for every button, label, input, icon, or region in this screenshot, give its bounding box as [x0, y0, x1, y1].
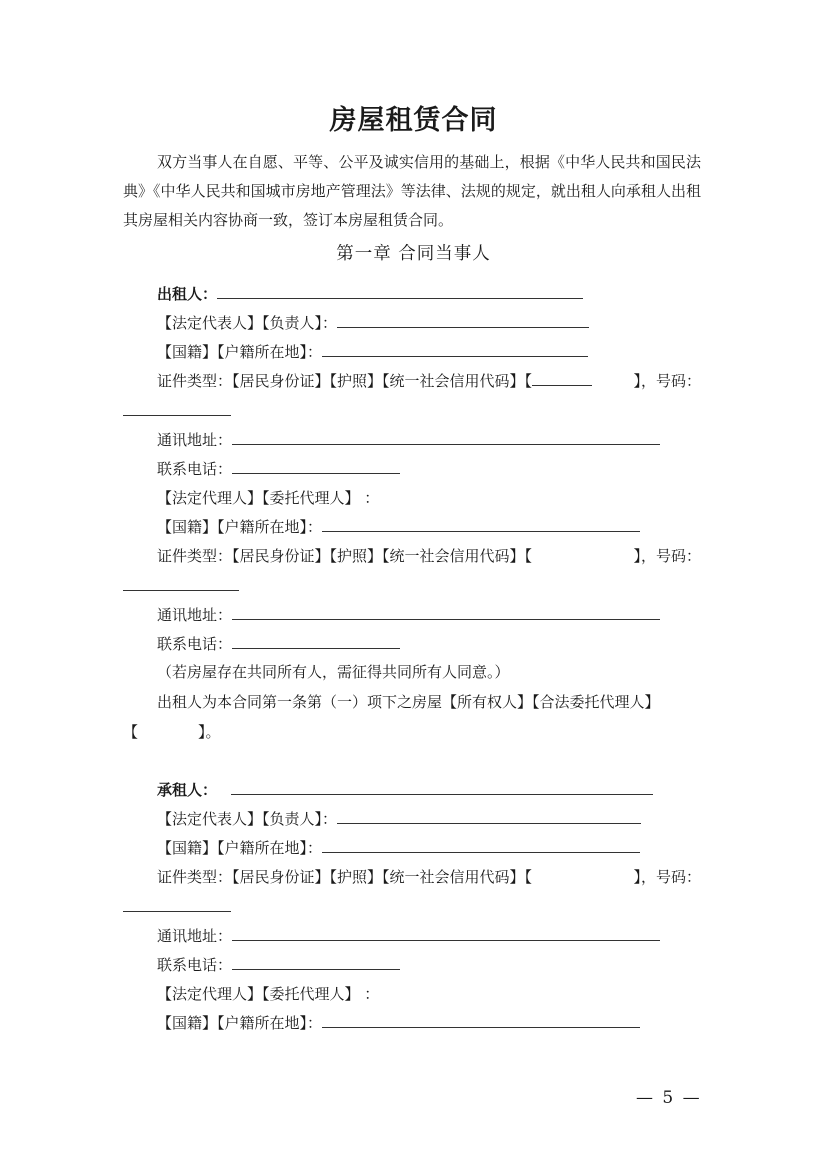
lessor-agent-nation-field[interactable]	[322, 517, 640, 532]
lessee-agent-nation-row	[157, 1013, 640, 1033]
lessor-agent-nation-row	[157, 517, 640, 537]
lessor-address-field[interactable]	[232, 430, 660, 445]
lessor-id-type-label: 证件类型：【居民身份证】【护照】【统一社会信用代码】【	[157, 372, 533, 390]
lessor-agent-id-number-row	[123, 576, 239, 596]
lessee-address-row	[157, 926, 660, 946]
lessor-agent-row	[157, 488, 379, 508]
lessor-nation-field[interactable]	[322, 342, 588, 357]
lessee-label: 承租人：	[157, 781, 218, 799]
lessor-agent-nation-label: 【国籍】【户籍所在地】：	[157, 518, 323, 536]
lessor-clause-line1: 出租人为本合同第一条第（一）项下之房屋【所有权人】【合法委托代理人】	[157, 693, 660, 711]
lessor-agent-id-row	[157, 546, 701, 566]
lessor-rep-label: 【法定代表人】【负责人】：	[157, 314, 338, 332]
lessor-id-other-field[interactable]	[532, 371, 592, 386]
lessor-agent-phone-label: 联系电话：	[157, 635, 233, 653]
lessee-agent-nation-label: 【国籍】【户籍所在地】：	[157, 1014, 323, 1032]
lessor-id-number-row	[123, 401, 231, 421]
lessee-rep-field[interactable]	[337, 809, 641, 824]
lessee-nation-label: 【国籍】【户籍所在地】：	[157, 839, 323, 857]
lessor-clause-line2	[123, 722, 221, 742]
coowner-note: （若房屋存在共同所有人，需征得共同所有人同意。）	[157, 663, 510, 681]
lessor-phone-field[interactable]	[232, 459, 400, 474]
lessee-agent-label: 【法定代理人】【委托代理人】 ：	[157, 985, 380, 1003]
lessor-agent-address-row	[157, 605, 660, 625]
lessor-row	[157, 284, 583, 304]
lessor-agent-id-close-label: 】，号码：	[633, 547, 701, 565]
lessor-id-close-label: 】，号码：	[633, 372, 701, 390]
lessor-rep-row	[157, 313, 589, 333]
lessor-name-field[interactable]	[217, 284, 583, 299]
lessor-agent-address-field[interactable]	[232, 605, 660, 620]
lessee-address-label: 通讯地址：	[157, 927, 233, 945]
lessee-agent-nation-field[interactable]	[322, 1013, 640, 1028]
lessee-phone-field[interactable]	[232, 955, 400, 970]
chapter-heading: 第一章 合同当事人	[336, 244, 491, 264]
lessor-agent-phone-field[interactable]	[232, 634, 400, 649]
lessor-phone-label: 联系电话：	[157, 460, 233, 478]
lessor-agent-id-type-label: 证件类型：【居民身份证】【护照】【统一社会信用代码】【	[157, 547, 533, 565]
intro-paragraph	[123, 148, 701, 235]
lessor-agent-label: 【法定代理人】【委托代理人】 ：	[157, 489, 380, 507]
lessee-rep-row	[157, 809, 641, 829]
clause-bracket-open: 【	[123, 723, 139, 741]
lessee-phone-label: 联系电话：	[157, 956, 233, 974]
lessee-rep-label: 【法定代表人】【负责人】：	[157, 810, 338, 828]
lessee-id-close-label: 】，号码：	[633, 868, 701, 886]
lessee-address-field[interactable]	[232, 926, 660, 941]
lessee-id-number-field[interactable]	[123, 897, 231, 912]
document-title: 房屋租赁合同	[329, 105, 498, 136]
lessor-address-label: 通讯地址：	[157, 431, 233, 449]
lessor-nation-row	[157, 342, 588, 362]
lessee-phone-row	[157, 955, 400, 975]
lessee-name-field[interactable]	[231, 780, 653, 795]
lessor-label: 出租人：	[157, 285, 218, 303]
lessor-rep-field[interactable]	[337, 313, 589, 328]
intro-text: 双方当事人在自愿、平等、公平及诚实信用的基础上，根据《中华人民共和国民法典》《中华人民共和国城市房地产管理法》等法律、法规的规定，就出租人向承租人出租其房屋相关内容协商一致，签订本房屋租赁合同。	[123, 153, 701, 229]
lessee-id-number-row	[123, 897, 231, 917]
clause-bracket-close: 】。	[198, 723, 221, 741]
page-number: — 5 —	[636, 1088, 702, 1108]
lessor-phone-row	[157, 459, 400, 479]
lessor-nation-label: 【国籍】【户籍所在地】：	[157, 343, 323, 361]
lessee-row	[157, 780, 653, 800]
lessor-agent-phone-row	[157, 634, 400, 654]
lessor-address-row	[157, 430, 660, 450]
lessor-agent-address-label: 通讯地址：	[157, 606, 233, 624]
lessor-id-row	[157, 371, 701, 391]
lessee-nation-field[interactable]	[322, 838, 640, 853]
lessee-id-row	[157, 867, 701, 887]
lessee-agent-row	[157, 984, 379, 1004]
lessor-id-number-field[interactable]	[123, 401, 231, 416]
lessee-id-type-label: 证件类型：【居民身份证】【护照】【统一社会信用代码】【	[157, 868, 533, 886]
lessee-nation-row	[157, 838, 640, 858]
lessor-agent-id-number-field[interactable]	[123, 576, 239, 591]
